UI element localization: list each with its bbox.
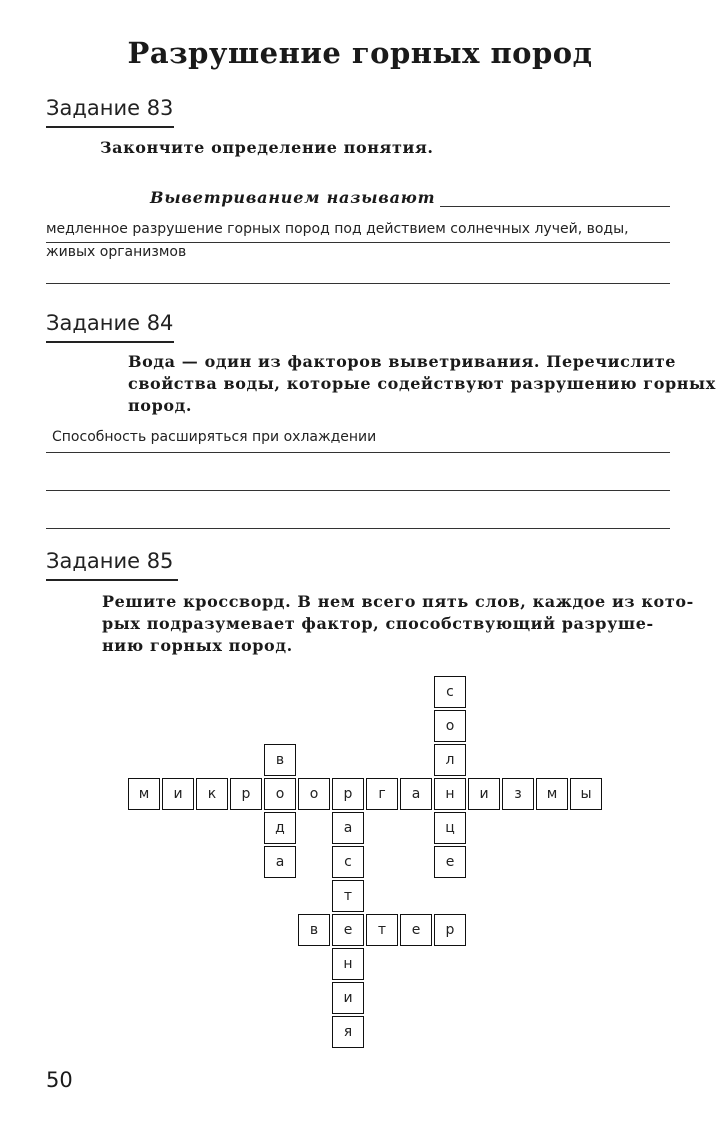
crossword-cell-микроорганизмы-3: к (196, 778, 228, 810)
task-83-heading-underline (46, 126, 174, 128)
crossword-cell-микроорганизмы-5: о (264, 778, 296, 810)
task-85-instruction-line-3: нию горных пород. (102, 636, 293, 655)
crossword-cell-микроорганизмы-4: р (230, 778, 262, 810)
task-83-answer-rule-2 (46, 283, 670, 284)
crossword-cell-микроорганизмы-9: а (400, 778, 432, 810)
task-84-heading-underline (46, 341, 174, 343)
crossword-cell-солнце-1: с (434, 676, 466, 708)
crossword-cell-микроорганизмы-14: ы (570, 778, 602, 810)
crossword-cell-микроорганизмы-8: г (366, 778, 398, 810)
crossword-cell-вода-3: д (264, 812, 296, 844)
crossword-cell-ветер-1: в (298, 914, 330, 946)
crossword-cell-ветер-4: е (400, 914, 432, 946)
crossword-cell-солнце-3: л (434, 744, 466, 776)
crossword-cell-микроорганизмы-2: и (162, 778, 194, 810)
crossword-cell-растения-6: н (332, 948, 364, 980)
crossword-cell-ветер-3: т (366, 914, 398, 946)
crossword-cell-микроорганизмы-11: и (468, 778, 500, 810)
task-85-heading: Задание 85 (46, 549, 174, 573)
task-83-instruction: Закончите определение понятия. (100, 138, 434, 157)
crossword-cell-солнце-6: е (434, 846, 466, 878)
task-84-instruction-line-2: свойства воды, которые содействуют разрушению горных (128, 374, 716, 393)
task-84-answer-rule-3 (46, 528, 670, 529)
crossword-cell-микроорганизмы-13: м (536, 778, 568, 810)
page-title: Разрушение горных пород (127, 36, 593, 70)
task-84-answer: Способность расширяться при охлаждении (52, 429, 377, 445)
crossword-cell-микроорганизмы-1: м (128, 778, 160, 810)
task-83-answer-line-2: живых организмов (46, 244, 187, 260)
crossword-cell-растения-3: с (332, 846, 364, 878)
task-83-answer-line-1: медленное разрушение горных пород под действием солнечных лучей, воды, (46, 221, 629, 237)
task-84-instruction-line-3: пород. (128, 396, 193, 415)
crossword-cell-микроорганизмы-6: о (298, 778, 330, 810)
crossword-cell-ветер-5: р (434, 914, 466, 946)
page-number: 50 (46, 1068, 73, 1092)
task-84-heading: Задание 84 (46, 311, 174, 335)
crossword-cell-микроорганизмы-10: н (434, 778, 466, 810)
crossword-cell-растения-5: е (332, 914, 364, 946)
crossword-cell-солнце-2: о (434, 710, 466, 742)
crossword-cell-микроорганизмы-12: з (502, 778, 534, 810)
crossword-cell-растения-7: и (332, 982, 364, 1014)
task-84-instruction-line-1: Вода — один из факторов выветривания. Перечислите (128, 352, 677, 371)
crossword-cell-растения-4: т (332, 880, 364, 912)
crossword-cell-вода-4: а (264, 846, 296, 878)
crossword-cell-микроорганизмы-7: р (332, 778, 364, 810)
task-84-answer-rule-2 (46, 490, 670, 491)
crossword-cell-солнце-5: ц (434, 812, 466, 844)
task-85-instruction-line-1: Решите кроссворд. В нем всего пять слов, каждое из кото- (102, 592, 694, 611)
crossword-cell-вода-1: в (264, 744, 296, 776)
task-84-answer-rule-1 (46, 452, 670, 453)
crossword-cell-растения-8: я (332, 1016, 364, 1048)
task-85-heading-underline (46, 579, 178, 581)
task-83-heading: Задание 83 (46, 96, 174, 120)
task-83-term: Выветриванием называют (150, 188, 436, 207)
crossword-cell-растения-2: а (332, 812, 364, 844)
task-85-instruction-line-2: рых подразумевает фактор, способствующий разруше- (102, 614, 654, 633)
task-83-term-line (440, 206, 670, 207)
